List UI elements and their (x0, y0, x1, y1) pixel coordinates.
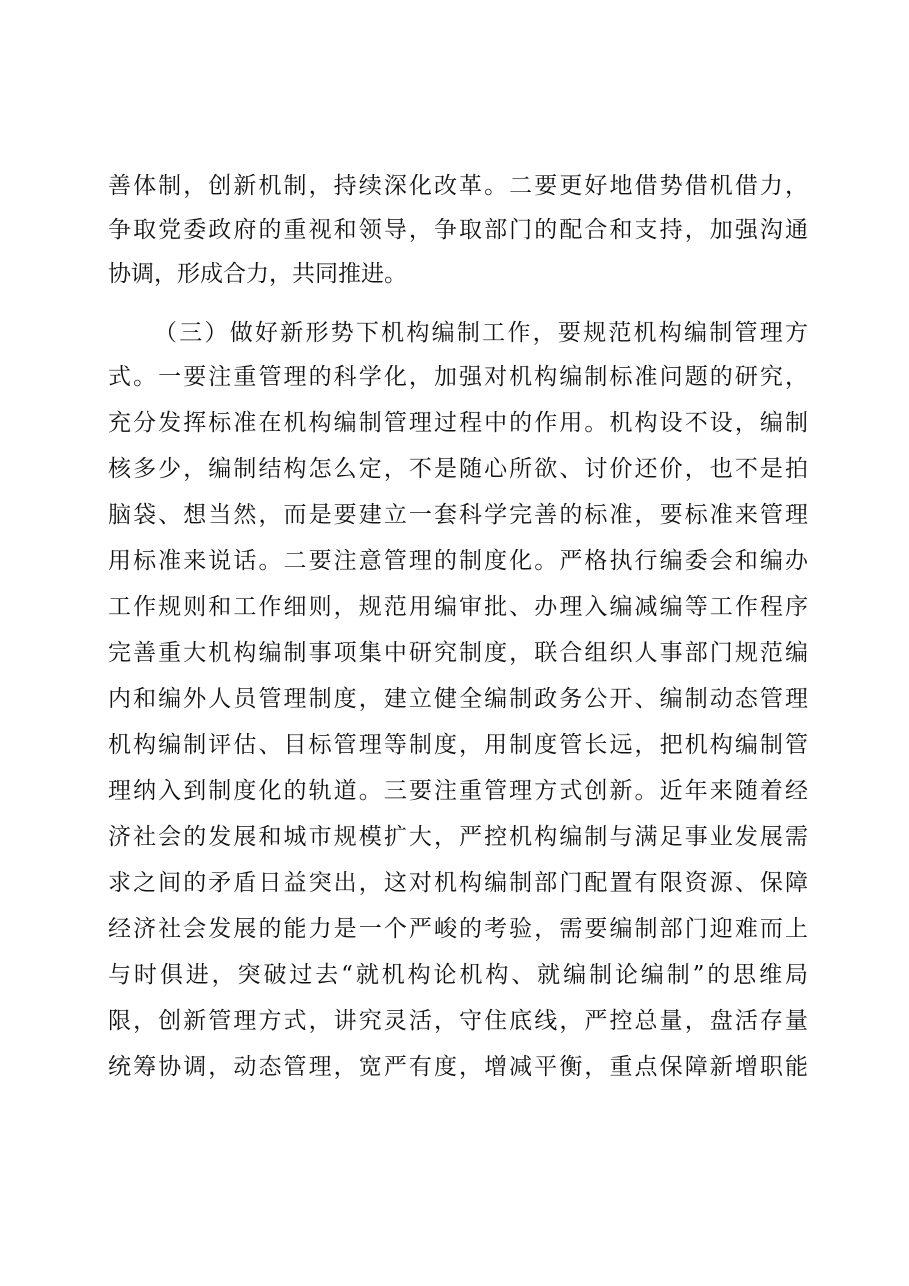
paragraph-line: 善体制，创新机制，持续深化改革。二要更好地借势借机借力， (108, 173, 808, 199)
paragraph-line: 与时俱进，突破过去“就机构论机构、就编制论编制”的思维局 (108, 962, 808, 988)
paragraph-line: 式。一要注重管理的科学化，加强对机构编制标准问题的研究， (108, 364, 808, 390)
paragraph-line: 协调，形成合力，共同推进。 (108, 261, 407, 287)
paragraph-line: （三）做好新形势下机构编制工作，要规范机构编制管理方 (154, 320, 808, 346)
paragraph-line: 用标准来说话。二要注意管理的制度化。严格执行编委会和编办 (108, 548, 808, 574)
paragraph-line: 济社会的发展和城市规模扩大，严控机构编制与满足事业发展需 (108, 824, 808, 850)
paragraph-line: 工作规则和工作细则，规范用编审批、办理入编减编等工作程序 (108, 594, 808, 620)
paragraph-line: 内和编外人员管理制度，建立健全编制政务公开、编制动态管理 (108, 686, 808, 712)
paragraph-line: 求之间的矛盾日益突出，这对机构编制部门配置有限资源、保障 (108, 870, 808, 896)
paragraph-line: 统筹协调，动态管理，宽严有度，增减平衡，重点保障新增职能 (108, 1054, 808, 1080)
paragraph-line: 完善重大机构编制事项集中研究制度，联合组织人事部门规范编 (108, 640, 808, 666)
paragraph-line: 脑袋、想当然，而是要建立一套科学完善的标准，要标准来管理 (108, 502, 808, 528)
paragraph-line: 理纳入到制度化的轨道。三要注重管理方式创新。近年来随着经 (108, 778, 808, 804)
paragraph-line: 限，创新管理方式，讲究灵活，守住底线，严控总量，盘活存量 (108, 1008, 808, 1034)
paragraph-line: 机构编制评估、目标管理等制度，用制度管长远，把机构编制管 (108, 732, 808, 758)
paragraph-line: 充分发挥标准在机构编制管理过程中的作用。机构设不设，编制 (108, 410, 808, 436)
paragraph-line: 经济社会发展的能力是一个严峻的考验，需要编制部门迎难而上 (108, 916, 808, 942)
paragraph-line: 核多少，编制结构怎么定，不是随心所欲、讨价还价，也不是拍 (108, 456, 808, 482)
paragraph-line: 争取党委政府的重视和领导，争取部门的配合和支持，加强沟通 (108, 217, 808, 243)
